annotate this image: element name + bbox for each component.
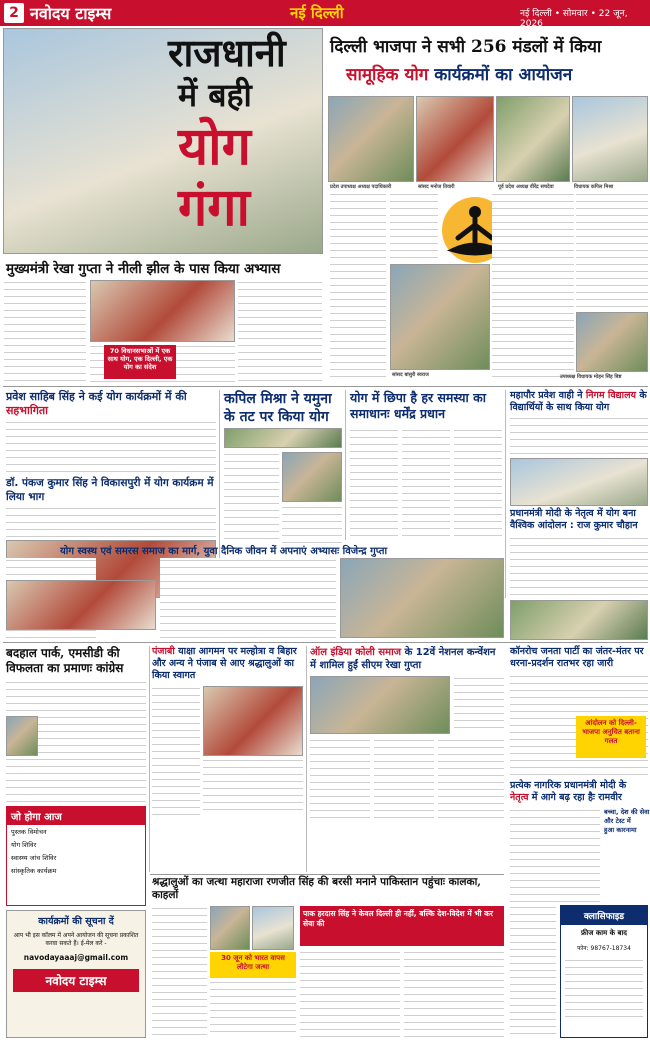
lead-text-col-3 [238,280,322,384]
chauhan-headline: प्रधानमंत्री मोदी के नेतृत्व में योग बना वैश्विक आंदोलन : राज कुमार चौहान [510,508,638,531]
section-divider-3 [150,874,504,875]
chauhan-text [510,536,648,598]
notice-email: navodayaaaj@gmail.com [23,953,129,962]
vijender-photo-2 [340,558,504,638]
congress-headline: बदहाल पार्क, एमसीडी की विफलता का प्रमाणः कांग्रेस [6,646,124,675]
koli-title: के 12वें नेशनल कन्वेंशन में शामिल हुईं सीएम रेखा गुप्ता [310,647,496,671]
jo-hoga-aaj-item-3: स्वास्थ्य जांच शिविर [11,854,57,862]
vijender-headline: योग स्वस्थ एवं समरस समाज का मार्ग, युवा दैनिक जीवन में अपनाएं अभ्यासः विजेन्द्र गुप्ता [60,546,388,557]
bjp-caption-4: विधायक कपिल मिश्रा [574,184,614,190]
malhotra-text-2 [203,758,303,816]
bjp-caption-bottom-2: उपाध्यक्ष विधायक मोहन सिंह बिष्ट [560,374,622,380]
kanroch-inset-text: आंदोलन को दिल्ली-भाजपा अनुचित बताना गलत [582,719,640,745]
bjp-headline-rest: कार्यक्रमों का आयोजन [428,65,573,85]
kanroch-inset [576,716,646,758]
bjp-text-col-3 [492,192,574,382]
classified-body: फ्रीज काम के बाद [581,929,627,937]
jatha-text-3 [300,950,400,1038]
vahi-text [510,416,648,456]
pravesh-title-highlight: सहभागिता [6,404,49,417]
ramvir-text [510,808,600,902]
col-divider-2 [345,390,346,540]
kanroch-photo [510,600,648,640]
lead-inset-box [104,345,176,379]
jatha-inset [210,952,296,978]
notice-title: कार्यक्रमों की सूचना दें [38,916,114,927]
ramvir-title-2: में आगे बढ़ रहा हैः रामवीर [528,792,622,803]
side-story-line-2: और टेस्ट में [604,817,631,825]
notice-body: आप भी इस कॉलम में अपने आयोजन की सूचना प्रकाशित करवा सकते हैं। ई-मेल करें - [13,932,139,947]
side-story [604,808,650,848]
pradhan-text-3 [454,428,502,540]
col-divider-3 [505,390,506,598]
kapil-photo-2 [282,452,342,502]
bjp-headline-highlight: सामूहिक योग [346,65,429,85]
lead-text-col-1 [4,280,86,384]
bjp-text-col-1 [330,192,386,382]
jo-hoga-aaj-title: जो होगा आज [7,807,145,825]
ramvir-text-2 [510,905,556,1038]
bjp-photo-2 [416,96,494,182]
pradhan-headline: योग में छिपा है हर समस्या का समाधानः धर्मेंद्र प्रधान [350,390,486,421]
bjp-caption-bottom-1: सांसद बांसुरी स्वराज [392,372,429,378]
ramvir-headline [510,780,648,804]
ramvir-title-1: प्रत्येक नागरिक प्रधानमंत्री मोदी के [510,780,627,791]
bjp-photo-3 [496,96,570,182]
vahi-headline [510,390,648,414]
jatha-text-4 [404,950,504,1038]
vijender-text-2 [160,558,336,638]
col-divider-5 [306,646,307,872]
congress-photo [6,716,38,756]
koli-title-highlight: ऑल इंडिया कोली समाज [310,647,402,658]
lead-subhead: मुख्यमंत्री रेखा गुप्ता ने नीली झील के पास किया अभ्यास [6,261,281,277]
ministers-yoga-photo [90,280,235,342]
classified-phone: फोन: 98767-18734 [577,945,631,952]
malhotra-headline [152,646,300,682]
koli-text-3 [438,738,504,818]
side-story-line-3: हुआ कारनामा [604,826,637,834]
bjp-photo-1 [328,96,414,182]
bjp-text-col-4 [576,192,648,310]
side-story-line-1: बच्चा, देश की सेवा [604,808,650,816]
jatha-photo-2 [252,906,294,950]
vahi-photo [510,458,648,506]
vahi-title-highlight: निगम विद्यालय [585,390,637,401]
koli-photo [310,676,450,734]
pankaj-text [6,506,216,538]
bjp-headline-1: दिल्ली भाजपा ने सभी 256 मंडलों में किया [330,37,602,57]
section-city: नई दिल्ली [290,4,344,22]
lead-headline-4: गंगा [178,177,251,238]
vahi-title-1: महापौर प्रवेश वाही ने [510,390,586,401]
koli-text-0 [454,676,504,734]
bjp-headline-2-row [346,62,572,85]
kapil-text-2 [282,505,342,545]
koli-headline [310,646,504,672]
jatha-inset-text: 30 जून को भारत वापस लौटेगा जत्था [221,954,285,971]
kapil-photo [224,428,342,448]
koli-text-1 [310,738,370,818]
pankaj-headline: डॉ. पंकज कुमार सिंह ने विकासपुरी में योग कार्यक्रम में लिया भाग [6,477,214,503]
classified-title: क्लासिफाइड [561,906,647,925]
pradhan-text-2 [402,428,450,540]
classified-box [560,905,648,1038]
jo-hoga-aaj-item-2: योग शिविर [11,841,37,849]
dateline: नई दिल्ली • सोमवार • 22 जून, 2026 [520,9,628,29]
jatha-headline: श्रद्धालुओं का जत्था महाराजा रणजीत सिंह की बरसी मनाने पाकिस्तान पहुंचाः कालका, काहलों [152,876,481,901]
col-divider-4 [149,646,150,872]
kapil-text-1 [224,452,279,544]
jatha-quote-text: पाक हरदास सिंह ने केवल दिल्ली ही नहीं, बल्कि देश-विदेश में भी कर सेवा की [303,909,493,928]
lead-headline-3: योग [178,116,251,177]
pravesh-title: प्रवेश साहिब सिंह ने कई योग कार्यक्रमों में की [6,390,187,403]
jatha-photo-1 [210,906,250,950]
malhotra-photo [203,686,303,756]
jo-hoga-aaj-box [6,806,146,906]
malhotra-title: याक्षा आगमन पर मल्होत्रा व बिहार और अन्य ने पंजाब से आए श्रद्धालुओं का किया स्वागत [152,646,297,681]
masthead-brand: नवोदय टाइम्स [30,4,112,23]
jatha-text-2 [210,980,296,1038]
jo-hoga-aaj-item-4: सांस्कृतिक कार्यक्रम [11,867,57,875]
koli-text-2 [374,738,434,818]
malhotra-text-1 [152,686,200,816]
vijender-photo-1 [6,580,156,630]
page-number: 2 [4,3,24,23]
section-divider-2 [3,642,648,643]
vahi-title-2: के विद्यार्थियों के साथ किया योग [510,390,647,413]
notice-box [6,910,146,1038]
jatha-text-1 [152,906,207,1038]
ramvir-title-highlight: नेतृत्व [510,792,529,803]
kanroch-headline: कॉनरोच जनता पार्टी का जंतर-मंतर पर धरना-प्रदर्शन रातभर रहा जारी [510,646,644,669]
pravesh-text [6,420,216,472]
bjp-photo-6 [576,312,648,372]
bjp-text-col-2 [390,192,438,262]
bjp-caption-2: सांसद मनोज तिवारी [418,184,455,190]
bjp-caption-3: पूर्व प्रदेश अध्यक्ष वीरेंद्र सचदेवा [498,184,554,190]
bjp-photo-5 [390,264,490,370]
malhotra-title-highlight: पंजाबी [152,646,175,657]
lead-inset-text: 70 विधानसभाओं में एक साथ योग, एक दिल्ली, एक योग का संदेश [107,347,173,371]
pradhan-text-1 [350,428,398,540]
classified-lines [565,958,643,1018]
kapil-headline: कपिल मिश्रा ने यमुना के तट पर किया योग [224,391,332,425]
notice-logo: नवोदय टाइम्स [13,969,139,992]
jo-hoga-aaj-item-1: पुस्तक विमोचन [11,828,47,836]
lead-headline-2: में बही [178,76,252,114]
bjp-photo-4 [572,96,648,182]
jatha-quote-box [300,906,504,946]
pravesh-headline [6,390,216,418]
bjp-caption-1: प्रदेश उपाध्यक्ष अध्यक्ष पदाधिकारी [330,184,392,190]
section-divider-1 [3,386,648,387]
lead-headline-1: राजधानी [168,30,286,75]
